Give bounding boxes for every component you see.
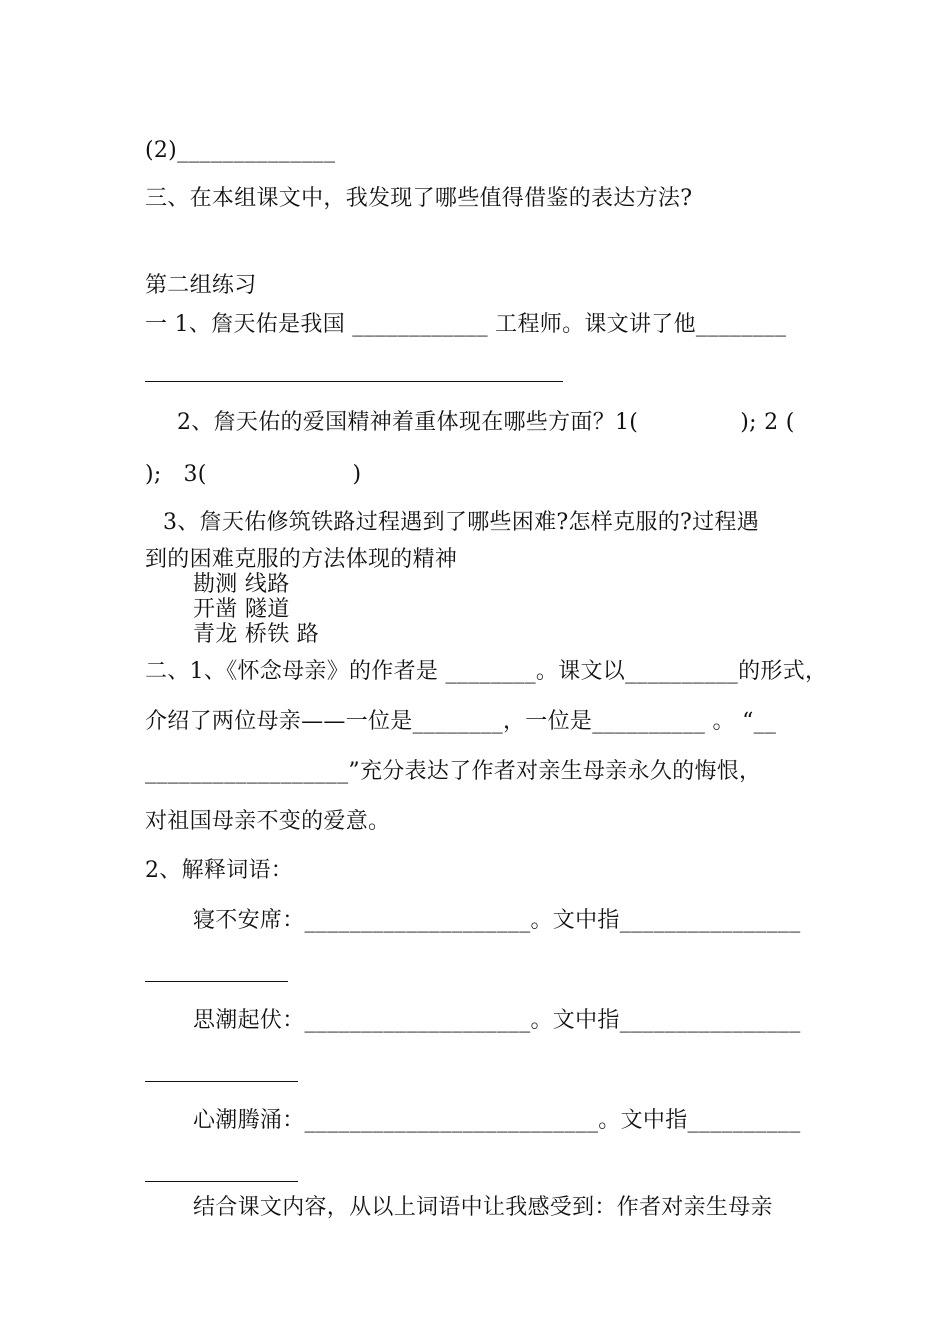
term-qinbuanxi: 寝不安席：____________________。文中指________________ (193, 908, 801, 933)
term-xinchaotengyong: 心潮腾涌：__________________________。文中指__________ (193, 1108, 801, 1133)
question-2-2: 2、解释词语： (145, 858, 294, 883)
term-sichaoqifu: 思潮起伏：____________________。文中指________________ (193, 1008, 801, 1033)
blank-answer-line (145, 1081, 298, 1082)
question-2-1: 二、1、《怀念母亲》的作者是 ________。课文以__________的形式， (145, 659, 828, 684)
item-qinglong-bridge: 青龙 桥铁 路 (193, 622, 320, 647)
question-2-1-cont-c: 对祖国母亲不变的爱意。 (145, 809, 391, 834)
blank-answer-line (145, 981, 288, 982)
question-2-1-cont-b: __________________”充分表达了作者对亲生母亲永久的悔恨， (145, 759, 762, 784)
question-1-2-cont: ); 3( ) (145, 462, 362, 487)
question-1-3: 3、詹天佑修筑铁路过程遇到了哪些困难?怎样克服的?过程遇 (163, 510, 759, 535)
answer-line-2: (2)______________ (145, 138, 336, 163)
summary-prompt: 结合课文内容，从以上词语中让我感受到：作者对亲生母亲 (193, 1195, 773, 1220)
group-two-heading: 第二组练习 (145, 273, 257, 298)
blank-answer-line (145, 381, 563, 382)
question-1-1: 一 1、詹天佑是我国 ____________ 工程师。课文讲了他________ (145, 312, 787, 337)
item-dig-tunnel: 开凿 隧道 (193, 597, 290, 622)
question-1-2: 2、詹天佑的爱国精神着重体现在哪些方面？1( ); 2 ( (177, 410, 795, 435)
question-2-1-cont-a: 介绍了两位母亲——一位是________，一位是__________ 。 “__ (145, 709, 777, 734)
blank-answer-line (145, 1181, 298, 1182)
section-three-question: 三、在本组课文中，我发现了哪些值得借鉴的表达方法? (145, 186, 693, 211)
question-1-3-cont: 到的困难克服的方法体现的精神 (145, 547, 458, 572)
item-survey-route: 勘测 线路 (193, 572, 290, 597)
